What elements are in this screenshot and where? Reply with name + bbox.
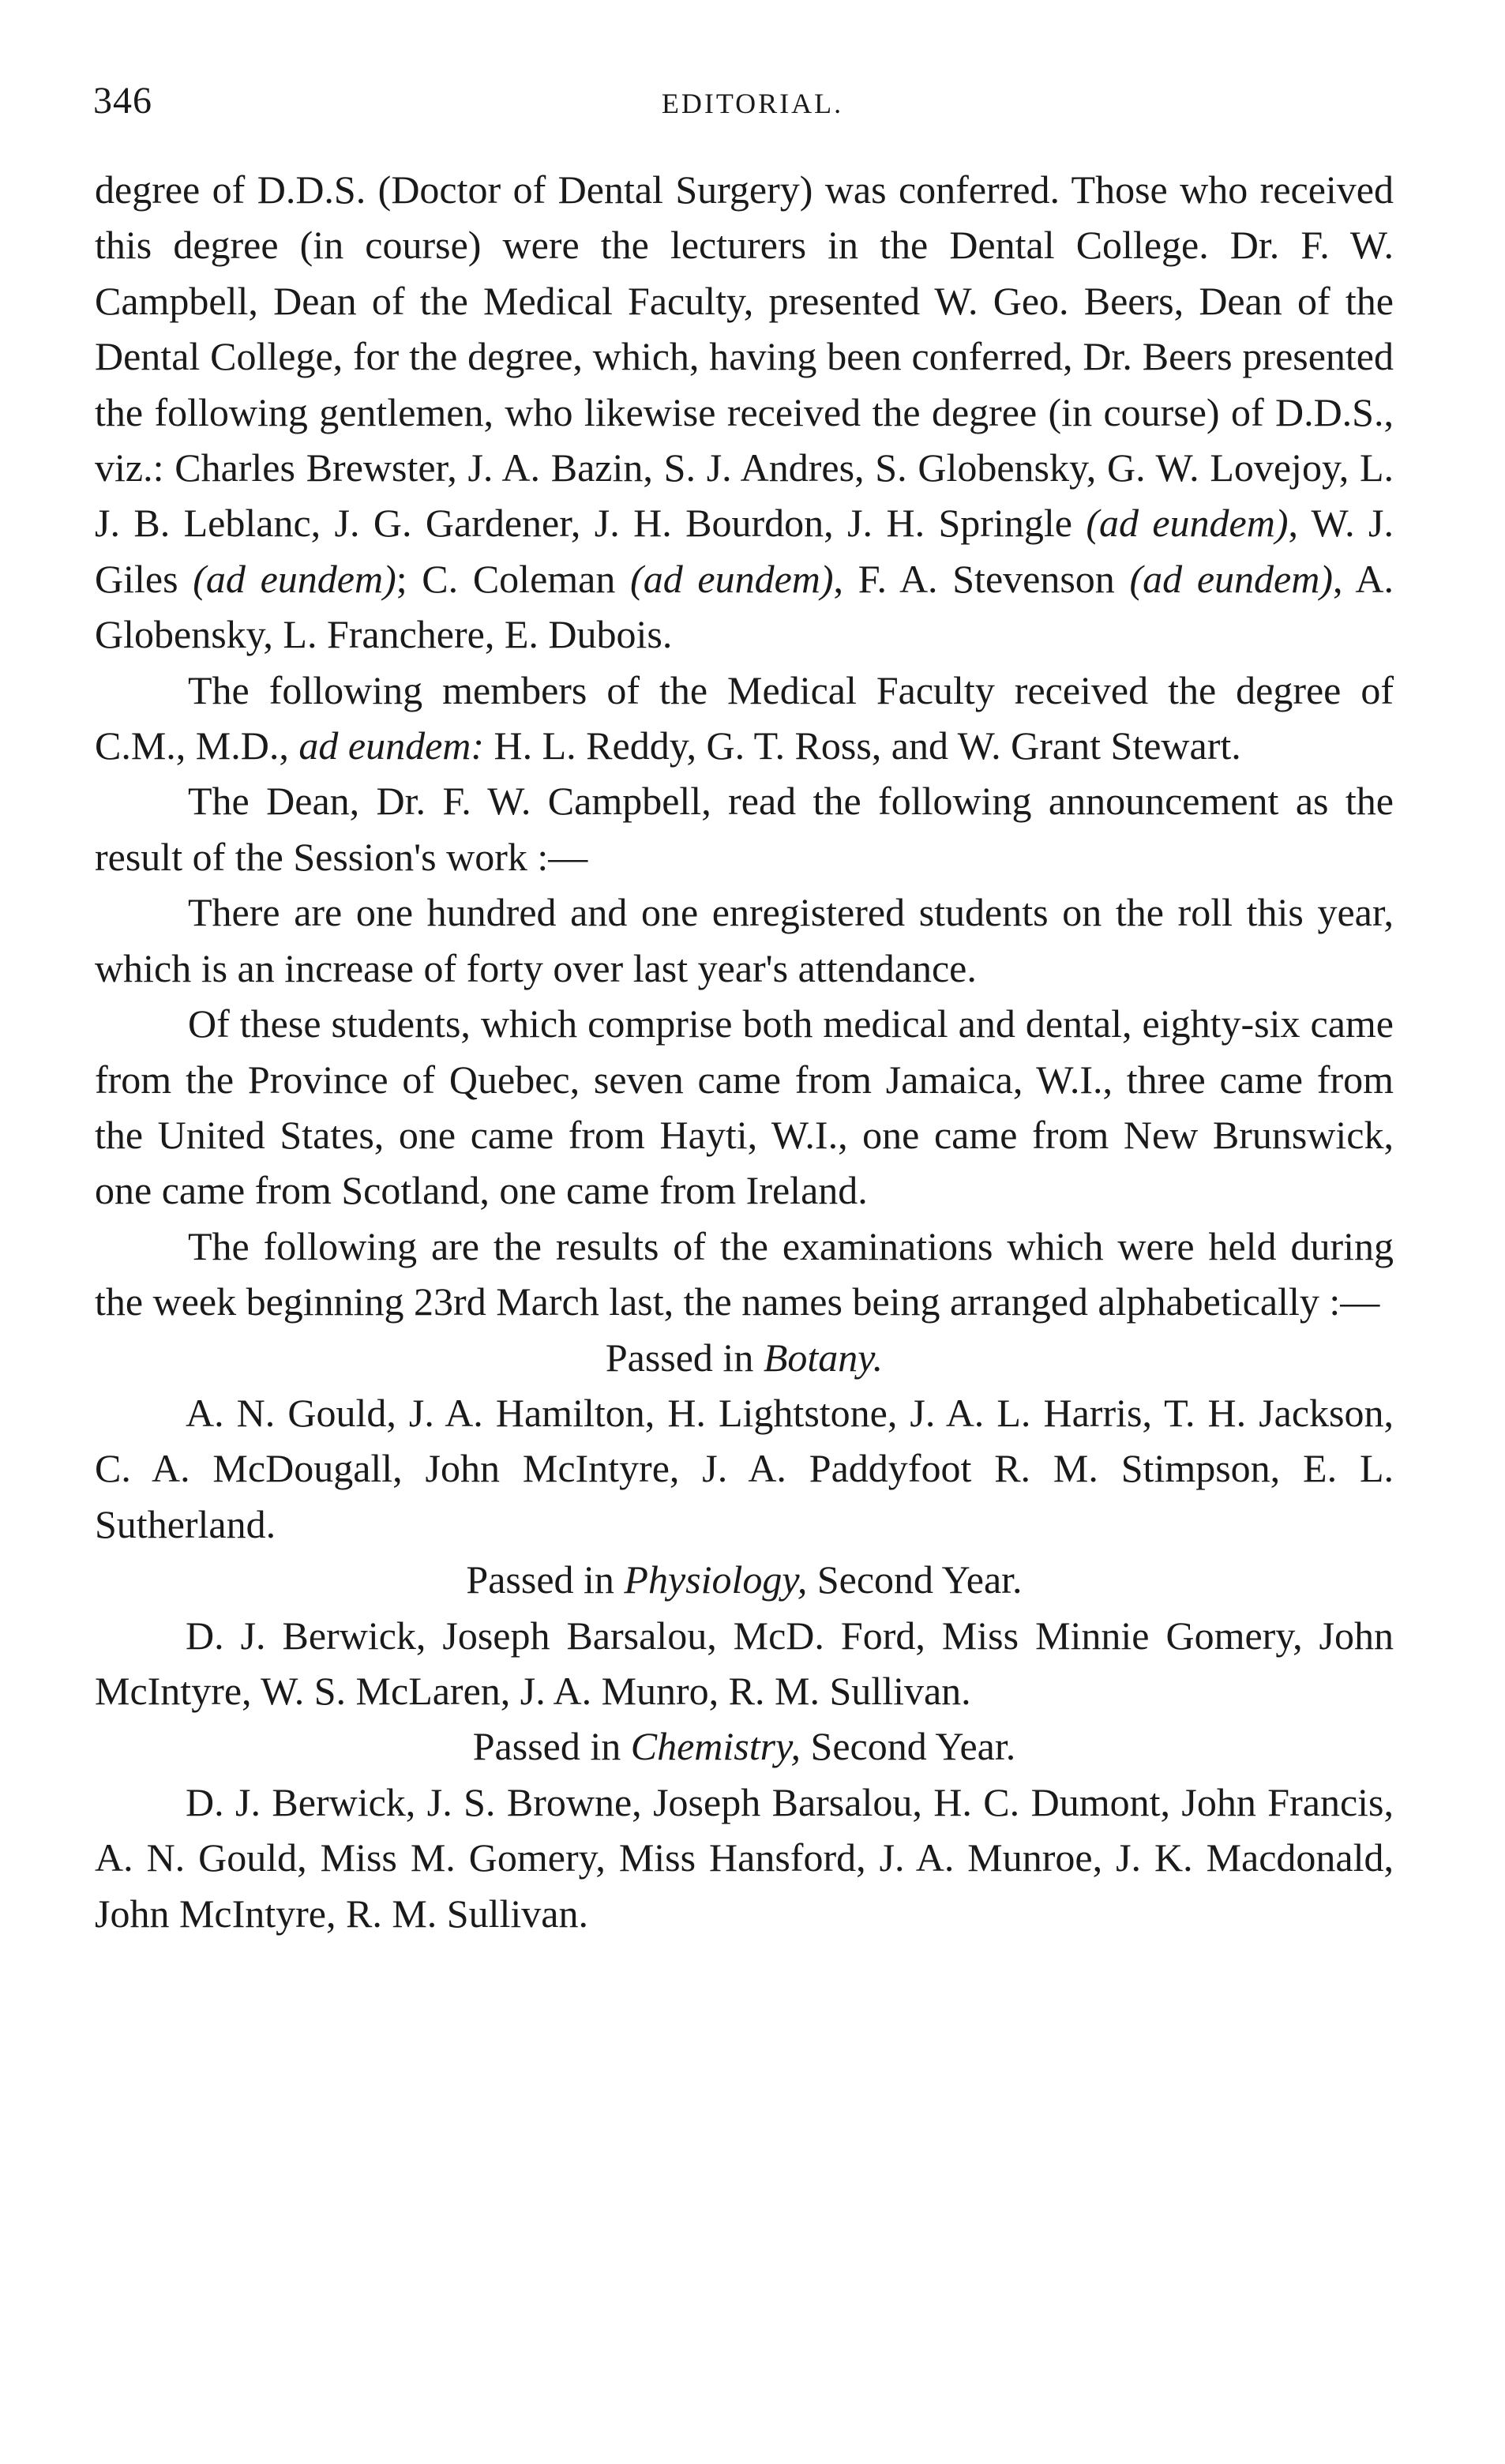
body-text [95,162,1394,1941]
paragraph-text: , W. J. Giles [95,501,1394,601]
list-physiology-passed: D. J. Berwick, Joseph Barsalou, McD. Ford, Miss Minnie Gomery, John McIntyre, W. S. McLaren, J. A. Munro, R. M. Sullivan. [95,1613,1394,1713]
paragraph-text: degree of D.D.S. (Doctor of Dental Surgery) was conferred. Those who received this degree (in course) were the lecturers in the Dental College. Dr. F. W. Campbell, Dean of the Medical Faculty, presented W. Geo. Beers, Dean of the Dental College, for the degree, which, having been conferred, Dr. Beers presented the following gentlemen, who likewise received the degree (in course) of D.D.S., viz.: Charles Brewster, J. A. Bazin, S. J. Andres, S. Globensky, G. W. Lovejoy, L. J. B. Leblanc, J. G. Gardener, J. H. Bourdon, J. H. Springle [95,167,1394,546]
list-botany-passed: A. N. Gould, J. A. Hamilton, H. Lightstone, J. A. L. Harris, T. H. Jackson, C. A. McDougall, John McIntyre, J. A. Paddyfoot R. M. Stimpson, E. L. Sutherland. [95,1390,1394,1546]
heading-physiology [95,1552,1394,1607]
heading-subject: Botany. [763,1335,884,1380]
ad-eundem-italic: (ad eundem) [1086,501,1289,546]
heading-text: Passed in [472,1724,621,1769]
heading-chemistry [95,1718,1394,1774]
paragraph-medical-faculty [95,663,1394,774]
paragraph-enrollment: There are one hundred and one enregistered students on the roll this year, which is an increase of forty over last year's attendance. [95,890,1394,990]
heading-text: Second Year. [816,1557,1023,1602]
paragraph-dean-announcement: The Dean, Dr. F. W. Campbell, read the following announcement as the result of the Session's work :— [95,779,1394,879]
heading-botany [95,1330,1394,1385]
ad-eundem-italic: (ad eundem) [630,556,834,601]
paragraph-student-origins: Of these students, which comprise both medical and dental, eighty-six came from the Province of Quebec, seven came from Jamaica, W.I., three came from the United States, one came from Hayti, W.I., one came from New Brunswick, one came from Scotland, one came from Ireland. [95,1001,1394,1213]
list-chemistry-passed: D. J. Berwick, J. S. Browne, Joseph Barsalou, H. C. Dumont, John Francis, A. N. Gould, Miss M. Gomery, Miss Hansford, J. A. Munroe, J. K. Macdonald, John McIntyre, R. M. Sullivan. [95,1779,1394,1936]
paragraph-text: , A. Globensky, L. Franchere, E. Dubois. [95,556,1394,657]
paragraph-text: H. L. Reddy, G. T. Ross, and W. Grant Stewart. [494,723,1241,768]
heading-subject: Physiology, [624,1557,808,1602]
paragraph-text: ; C. Coleman [396,556,616,601]
heading-text: Passed in [605,1335,754,1380]
paragraph-text: , F. A. Stevenson [833,556,1115,601]
ad-eundem-italic: (ad eundem) [193,556,396,601]
paragraph-degree-conferred [95,162,1394,663]
heading-subject: Chemistry, [630,1724,801,1769]
heading-text: Passed in [466,1557,614,1602]
paragraph-text: The following members of the Medical Faculty received the degree of C.M., M.D., [95,667,1394,768]
section-title: EDITORIAL. [661,88,844,119]
ad-eundem-italic: (ad eundem) [1129,556,1333,601]
heading-text: Second Year. [810,1724,1016,1769]
paragraph-exam-results-intro: The following are the results of the examinations which were held during the week beginning 23rd March last, the names being arranged alphabetically :— [95,1223,1394,1324]
running-head [93,79,1412,134]
page-number: 346 [93,80,152,122]
ad-eundem-italic: ad eundem: [298,723,485,768]
